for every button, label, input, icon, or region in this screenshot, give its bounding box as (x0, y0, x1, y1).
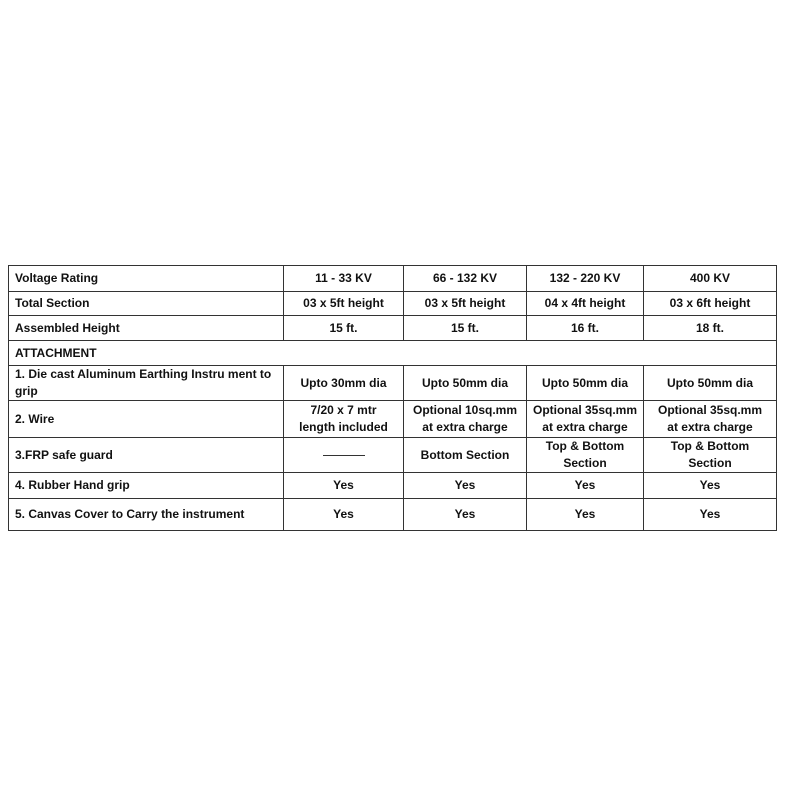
table-cell: Upto 50mm dia (527, 366, 644, 401)
cell-line: Top & Bottom (545, 439, 625, 453)
section-title-attachment: ATTACHMENT (9, 341, 777, 366)
table-row-attachment-heading (9, 341, 777, 366)
cell-line: Optional 10sq.mm (412, 403, 518, 417)
table-cell: Upto 50mm dia (404, 366, 527, 401)
table-row-voltage-rating (9, 266, 777, 292)
cell-line: at extra charge (542, 420, 628, 434)
table-cell (404, 401, 527, 438)
column-header-400kv: 400 KV (644, 266, 777, 292)
table-cell: Yes (284, 499, 404, 531)
row-label-canvas-cover: 5. Canvas Cover to Carry the instrument (9, 499, 284, 531)
table-cell: Yes (527, 499, 644, 531)
table-cell: 03 x 5ft height (404, 292, 527, 316)
column-header-132-220kv: 132 - 220 KV (527, 266, 644, 292)
table-cell (527, 438, 644, 473)
table-cell: 03 x 5ft height (284, 292, 404, 316)
table-row-frp-safe-guard (9, 438, 777, 473)
table-row-total-section (9, 292, 777, 316)
table-cell: Bottom Section (404, 438, 527, 473)
table-row-earthing-instrument (9, 366, 777, 401)
row-label-earthing-instrument: 1. Die cast Aluminum Earthing Instru ment to grip (9, 366, 284, 401)
table-cell: Yes (404, 499, 527, 531)
row-label-wire: 2. Wire (9, 401, 284, 438)
table-row-rubber-hand-grip (9, 473, 777, 499)
table-cell (284, 438, 404, 473)
table-cell (644, 438, 777, 473)
row-label-rubber-hand-grip: 4. Rubber Hand grip (9, 473, 284, 499)
column-header-11-33kv: 11 - 33 KV (284, 266, 404, 292)
cell-line: Optional 35sq.mm (657, 403, 763, 417)
table-cell: 18 ft. (644, 316, 777, 341)
table-cell: 15 ft. (404, 316, 527, 341)
table-cell: Upto 50mm dia (644, 366, 777, 401)
table-cell: 03 x 6ft height (644, 292, 777, 316)
table-cell: Yes (527, 473, 644, 499)
row-label-total-section: Total Section (9, 292, 284, 316)
table-row-assembled-height (9, 316, 777, 341)
cell-line: 7/20 x 7 mtr (310, 403, 377, 417)
cell-line: length included (299, 420, 388, 434)
cell-line: Optional 35sq.mm (532, 403, 638, 417)
table-cell: 16 ft. (527, 316, 644, 341)
table-row-canvas-cover (9, 499, 777, 531)
table-cell: Yes (644, 499, 777, 531)
table-cell (284, 401, 404, 438)
cell-line: Section (688, 456, 732, 470)
cell-line: at extra charge (667, 420, 753, 434)
row-label-assembled-height: Assembled Height (9, 316, 284, 341)
row-label-voltage-rating: Voltage Rating (9, 266, 284, 292)
table-cell: Yes (404, 473, 527, 499)
table-row-wire (9, 401, 777, 438)
not-applicable-dash (323, 455, 365, 456)
cell-line: Top & Bottom (670, 439, 750, 453)
table-cell (527, 401, 644, 438)
table-cell: 15 ft. (284, 316, 404, 341)
table-cell (644, 401, 777, 438)
row-label-frp-safe-guard: 3.FRP safe guard (9, 438, 284, 473)
table-cell: 04 x 4ft height (527, 292, 644, 316)
column-header-66-132kv: 66 - 132 KV (404, 266, 527, 292)
specification-table (8, 265, 777, 531)
table-cell: Upto 30mm dia (284, 366, 404, 401)
table-cell: Yes (644, 473, 777, 499)
cell-line: at extra charge (422, 420, 508, 434)
cell-line: Section (563, 456, 607, 470)
table-cell: Yes (284, 473, 404, 499)
